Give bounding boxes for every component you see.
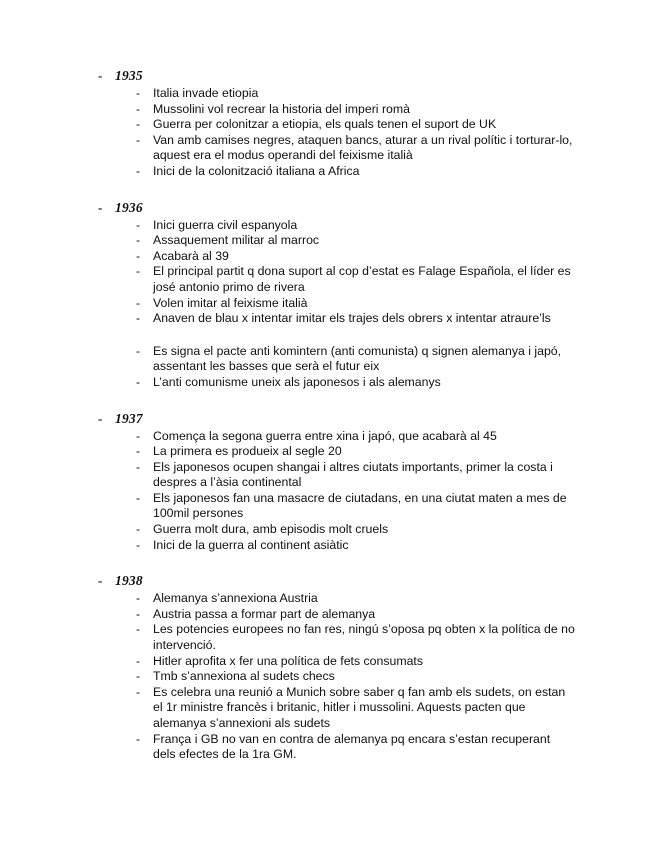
dash-bullet-icon: - — [136, 163, 141, 178]
list-item — [0, 522, 655, 538]
list-item — [0, 133, 655, 164]
year-section — [0, 573, 655, 763]
list-item — [0, 460, 655, 491]
dash-bullet-icon: - — [136, 591, 141, 606]
bullet-list — [0, 218, 655, 391]
bullet-dash-icon: - — [98, 573, 103, 589]
list-item-text: Es celebra una reunió a Munich sobre saber q fan amb els sudets, on estan el 1r ministre francès i britanic, hitler i mussolini. Aquests pacten que alemanya s’annexioni als sudets — [153, 684, 566, 730]
year-section — [0, 411, 655, 554]
year-label: 1938 — [115, 573, 143, 589]
dash-bullet-icon: - — [136, 311, 141, 326]
dash-bullet-icon: - — [136, 444, 141, 459]
list-item-text: Alemanya s’annexiona Austria — [153, 591, 318, 606]
list-item-text: Els japonesos ocupen shangai i altres ciutats importants, primer la costa i despres a l’àsia continental — [153, 459, 553, 490]
list-item — [0, 685, 655, 732]
list-item-text: L’anti comunisme uneix als japonesos i als alemanys — [153, 374, 441, 389]
dash-bullet-icon: - — [136, 343, 141, 358]
list-item — [0, 164, 655, 180]
dash-bullet-icon: - — [136, 522, 141, 537]
list-item — [0, 86, 655, 102]
bullet-dash-icon: - — [98, 410, 103, 426]
list-item-text: Inici de la guerra al continent asiàtic — [153, 537, 349, 552]
dash-bullet-icon: - — [136, 606, 141, 621]
list-item-text: França i GB no van en contra de alemanya pq encara s’estan recuperant dels efectes de la 1ra GM. — [153, 731, 551, 762]
list-item-text: Acabarà al 39 — [153, 248, 229, 263]
list-item-text: Assaquement militar al marroc — [153, 233, 320, 248]
list-item — [0, 296, 655, 312]
bullet-dash-icon: - — [98, 199, 103, 215]
list-item-text: Mussolini vol recrear la historia del imperi romà — [153, 101, 410, 116]
dash-bullet-icon: - — [136, 622, 141, 637]
dash-bullet-icon: - — [136, 101, 141, 116]
dash-bullet-icon: - — [136, 117, 141, 132]
year-heading — [0, 200, 655, 218]
dash-bullet-icon: - — [136, 490, 141, 505]
year-section — [0, 200, 655, 391]
dash-bullet-icon: - — [136, 731, 141, 746]
bullet-dash-icon: - — [98, 68, 103, 83]
list-item — [0, 375, 655, 391]
dash-bullet-icon: - — [136, 428, 141, 443]
list-item-text: Inici guerra civil espanyola — [153, 217, 298, 232]
year-section — [0, 68, 655, 180]
list-item — [0, 233, 655, 249]
list-item — [0, 117, 655, 133]
list-item-text: Volen imitar al feixisme italià — [153, 295, 308, 310]
list-item-text: El principal partit q dona suport al cop d’estat es Falage Española, el líder es josé antonio primo de rivera — [153, 264, 571, 294]
bullet-list — [0, 86, 655, 180]
list-item — [0, 102, 655, 118]
list-item — [0, 622, 655, 653]
list-item — [0, 491, 655, 522]
bullet-list — [0, 591, 655, 763]
list-item-text: Austria passa a formar part de alemanya — [153, 606, 376, 621]
year-heading — [0, 411, 655, 429]
list-item-text: Es signa el pacte anti komintern (anti comunista) q signen alemanya i japó, assentant les basses que serà el futur eix — [153, 343, 562, 374]
dash-bullet-icon: - — [136, 233, 141, 248]
dash-bullet-icon: - — [136, 132, 141, 147]
dash-bullet-icon: - — [136, 217, 141, 232]
list-item-text: Guerra per colonitzar a etiopia, els quals tenen el suport de UK — [153, 117, 497, 132]
list-item-text: Comença la segona guerra entre xina i japó, que acabarà al 45 — [153, 428, 497, 443]
year-label: 1937 — [115, 410, 143, 426]
list-item — [0, 444, 655, 460]
list-item-text: Hitler aprofita x fer una política de fets consumats — [153, 653, 423, 668]
document-page — [0, 68, 655, 783]
dash-bullet-icon: - — [136, 248, 141, 263]
list-item — [0, 654, 655, 670]
list-item — [0, 311, 655, 327]
list-item — [0, 607, 655, 623]
year-heading — [0, 68, 655, 86]
list-item — [0, 344, 655, 375]
year-label: 1935 — [115, 68, 143, 83]
list-item — [0, 732, 655, 763]
list-item-text: Anaven de blau x intentar imitar els trajes dels obrers x intentar atraure’ls — [153, 311, 551, 326]
dash-bullet-icon: - — [136, 86, 141, 100]
list-item-text: La primera es produeix al segle 20 — [153, 444, 342, 459]
dash-bullet-icon: - — [136, 264, 141, 279]
list-item — [0, 669, 655, 685]
year-label: 1936 — [115, 199, 143, 215]
list-item-text: Inici de la colonització italiana a Africa — [153, 163, 360, 178]
list-item-text: Els japonesos fan una masacre de ciutadans, en una ciutat maten a mes de 100mil persones — [153, 490, 567, 521]
list-item-text: Van amb camises negres, ataquen bancs, aturar a un rival polític i torturar-lo, aquest era el modus operandi del feixisme italià — [153, 132, 573, 163]
list-item — [0, 538, 655, 554]
dash-bullet-icon: - — [136, 459, 141, 474]
bullet-list — [0, 429, 655, 554]
list-item — [0, 264, 655, 295]
list-item — [0, 249, 655, 265]
list-item-text: Tmb s’annexiona al sudets checs — [153, 669, 335, 684]
dash-bullet-icon: - — [136, 653, 141, 668]
dash-bullet-icon: - — [136, 684, 141, 699]
dash-bullet-icon: - — [136, 537, 141, 552]
dash-bullet-icon: - — [136, 295, 141, 310]
year-heading — [0, 573, 655, 591]
dash-bullet-icon: - — [136, 374, 141, 389]
list-item-text: Italia invade etiopia — [153, 86, 259, 100]
list-item — [0, 591, 655, 607]
list-item-text: Les potencies europees no fan res, ningú s’oposa pq obten x la política de no intervenció. — [153, 622, 575, 653]
list-item — [0, 429, 655, 445]
dash-bullet-icon: - — [136, 669, 141, 684]
list-item-text: Guerra molt dura, amb episodis molt cruels — [153, 522, 389, 537]
list-item — [0, 218, 655, 234]
